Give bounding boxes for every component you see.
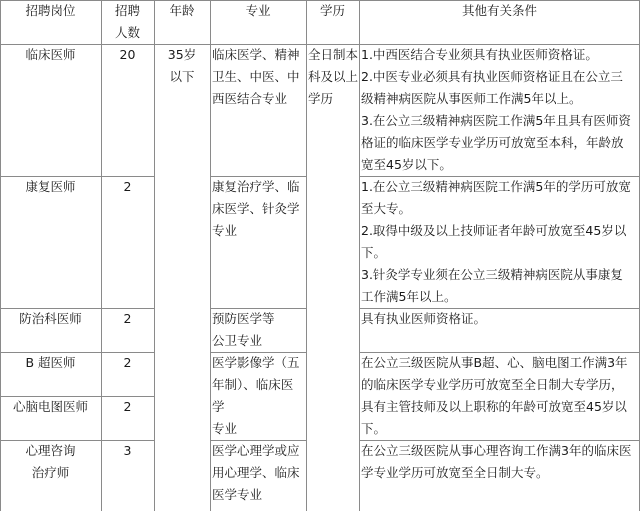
condition-line: 1.中西医结合专业须具有执业医师资格证。 [361,47,598,62]
age-value: 以下 [169,69,195,84]
major-line: 医学心理学或应 [212,443,300,458]
condition-line: 至大专。 [361,201,412,216]
col-border [101,0,102,511]
count-cell: 3 [123,443,132,458]
condition-line: 3.在公立三级精神病医院工作满5年且具有医师资 [361,113,631,128]
age-value: 35岁 [167,47,197,62]
col-border [359,0,360,511]
major-line: 医学影像学（五 [212,355,300,370]
condition-line: 在公立三级医院从事心理咨询工作满3年的临床医 [361,443,632,458]
position-cell: 心理咨询 [25,443,76,458]
position-cell: 治疗师 [31,465,70,480]
major-line: 公卫专业 [212,333,263,348]
education-value: 学历 [308,91,334,106]
position-cell: 防治科医师 [19,311,82,326]
major-line: 专业 [212,421,238,436]
major-line: 学 [212,399,225,414]
major-line: 专业 [212,223,238,238]
count-cell: 2 [123,179,132,194]
major-line: 年制）、临床医 [212,377,294,392]
col-border [306,0,307,511]
major-line: 用心理学、临床 [212,465,300,480]
position-cell: 心脑电图医师 [12,399,88,414]
header-education: 学历 [319,3,345,18]
condition-line: 在公立三级医院从事B超、心、脑电图工作满3年 [361,355,628,370]
position-cell: 康复医师 [25,179,76,194]
major-line: 床医学、针灸学 [212,201,300,216]
position-cell: B 超医师 [25,355,76,370]
count-cell: 2 [123,311,132,326]
header-count: 招聘 [114,3,140,18]
education-value: 全日制本 [308,47,359,62]
condition-line: 2.中医专业必须具有执业医师资格证且在公立三 [361,69,623,84]
condition-line: 学专业学历可放宽至全日制大专。 [361,465,549,480]
col-border [0,0,1,511]
major-line: 康复治疗学、临 [212,179,300,194]
condition-line: 的临床医学专业学历可放宽至全日制大专学历， [361,377,624,392]
header-position: 招聘岗位 [25,3,76,18]
count-cell: 2 [123,355,132,370]
major-line: 西医结合专业 [212,91,288,106]
position-cell: 临床医师 [25,47,76,62]
condition-line: 工作满5年以上。 [361,289,457,304]
major-line: 预防医学等 [212,311,275,326]
condition-line: 下。 [361,245,387,260]
col-border [210,0,211,511]
condition-line: 具有主管技师及以上职称的年龄可放宽至45岁以 [361,399,627,414]
count-cell: 2 [123,399,132,414]
condition-line: 格证的临床医学专业学历可放宽至本科，年龄放 [361,135,624,150]
major-line: 卫生、中医、中 [212,69,300,84]
header-conditions: 其他有关条件 [461,3,537,18]
condition-line: 具有执业医师资格证。 [361,311,487,326]
condition-line: 下。 [361,421,387,436]
condition-line: 2.取得中级及以上技师证者年龄可放宽至45岁以 [361,223,627,238]
condition-line: 宽至45岁以下。 [361,157,452,172]
count-cell: 20 [119,47,136,62]
condition-line: 1.在公立三级精神病医院工作满5年的学历可放宽 [361,179,631,194]
condition-line: 级精神病医院从事医师工作满5年以上。 [361,91,582,106]
major-line: 临床医学、精神 [212,47,300,62]
education-value: 科及以上 [308,69,359,84]
header-major: 专业 [245,3,271,18]
header-count: 人数 [114,25,140,40]
major-line: 医学专业 [212,487,263,502]
header-age: 年龄 [169,3,195,18]
condition-line: 3.针灸学专业须在公立三级精神病医院从事康复 [361,267,623,282]
